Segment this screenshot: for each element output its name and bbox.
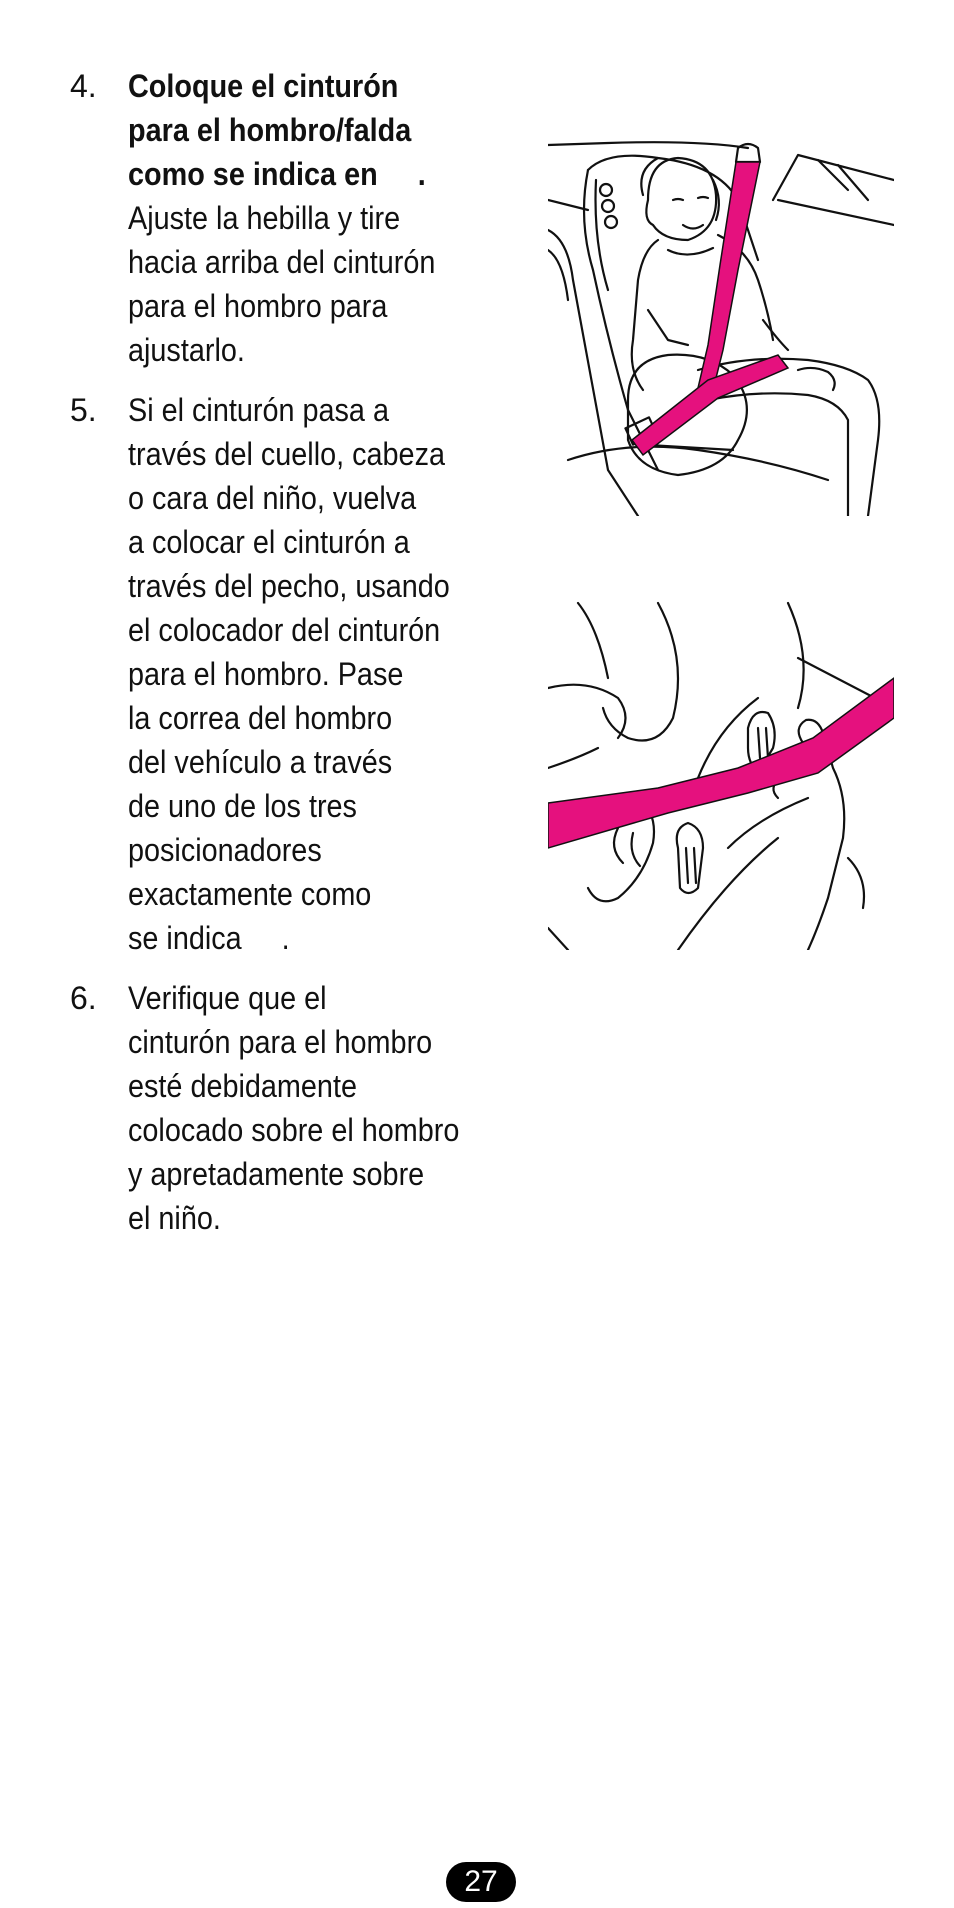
step-6	[70, 976, 530, 1240]
step-line: de uno de los tres	[128, 788, 357, 824]
step-line: la correa del hombro	[128, 700, 393, 736]
step-line: Si el cinturón pasa a	[128, 392, 389, 428]
step-line: hacia arriba del cinturón	[128, 244, 436, 280]
booster-seat-belt-illustration	[548, 140, 894, 516]
step-line: colocado sobre el hombro	[128, 1112, 460, 1148]
step-line: esté debidamente	[128, 1068, 357, 1104]
step-line: el colocador del cinturón	[128, 612, 441, 648]
step-text	[128, 388, 490, 960]
step-line: Ajuste la hebilla y tire	[128, 200, 401, 236]
step-line: posicionadores	[128, 832, 322, 868]
step-5	[70, 388, 530, 960]
step-text	[128, 976, 490, 1240]
step-line: ajustarlo.	[128, 332, 245, 368]
step-line: a colocar el cinturón a	[128, 524, 410, 560]
step-heading-line: como se indica en .	[128, 156, 426, 192]
step-line: para el hombro. Pase	[128, 656, 404, 692]
step-line: del vehículo a través	[128, 744, 393, 780]
step-heading-line: para el hombro/falda	[128, 112, 412, 148]
step-heading-line: Coloque el cinturón	[128, 68, 399, 104]
step-line: través del pecho, usando	[128, 568, 450, 604]
step-text	[128, 64, 490, 372]
step-4	[70, 64, 530, 372]
step-line: exactamente como	[128, 876, 372, 912]
step-line: el niño.	[128, 1200, 221, 1236]
step-line: Verifique que el	[128, 980, 327, 1016]
step-number: 5.	[70, 392, 97, 428]
belt-positioner-illustration	[548, 598, 894, 950]
instruction-steps	[70, 64, 530, 1256]
step-line: o cara del niño, vuelva	[128, 480, 417, 516]
step-line: cinturón para el hombro	[128, 1024, 433, 1060]
step-line: y apretadamente sobre	[128, 1156, 425, 1192]
step-number: 4.	[70, 68, 97, 104]
page-number: 27	[446, 1862, 516, 1902]
step-line: través del cuello, cabeza	[128, 436, 445, 472]
step-line: para el hombro para	[128, 288, 388, 324]
step-number: 6.	[70, 980, 97, 1016]
step-line: se indica .	[128, 920, 290, 956]
